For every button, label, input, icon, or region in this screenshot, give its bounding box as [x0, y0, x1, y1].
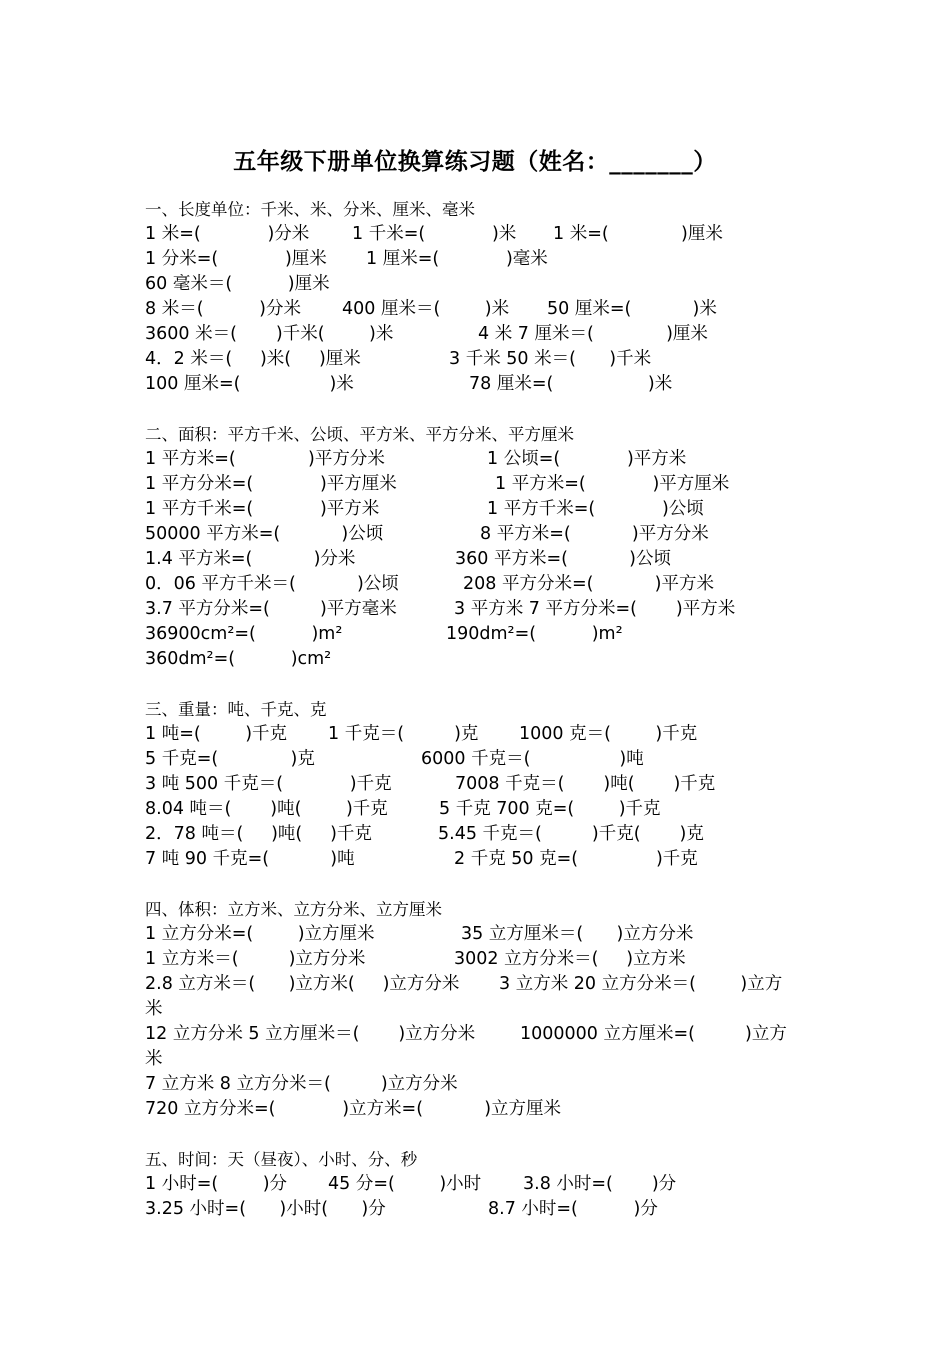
exercise-item: 1 千克＝( )克	[328, 724, 479, 744]
section-heading-length: 一、长度单位：千米、米、分米、厘米、毫米	[145, 200, 475, 219]
exercise-line	[145, 647, 815, 672]
exercise-item: 3002 立方分米＝( )立方米	[454, 949, 686, 969]
exercise-item: 7 立方米 8 立方分米＝( )立方分米	[145, 1074, 458, 1094]
exercise-item: 7008 千克＝( )吨( )千克	[455, 774, 716, 794]
exercise-line	[145, 447, 815, 472]
exercise-item: 2.8 立方米＝( )立方米( )立方分米	[145, 974, 460, 994]
exercise-item: 45 分=( )小时	[328, 1174, 482, 1194]
exercise-item: 1 吨=( )千克	[145, 724, 288, 744]
exercise-item: 1000000 立方厘米=( )立方	[520, 1024, 787, 1044]
exercise-item: 1.4 平方米=( )分米	[145, 549, 356, 569]
exercise-item: 5 千克=( )克	[145, 749, 315, 769]
exercise-line	[145, 222, 815, 247]
exercise-item: 3.25 小时=( )小时( )分	[145, 1199, 386, 1219]
exercise-line	[145, 522, 815, 547]
exercise-item: 36900cm²=( )m²	[145, 624, 343, 644]
exercise-item: 50000 平方米=( )公顷	[145, 524, 384, 544]
exercise-line	[145, 1097, 815, 1122]
section-heading-area: 二、面积：平方千米、公顷、平方米、平方分米、平方厘米	[145, 425, 574, 444]
exercise-item: 8.04 吨＝( )吨( )千克	[145, 799, 388, 819]
exercise-item: 60 毫米＝( )厘米	[145, 274, 330, 294]
exercise-item: 3.7 平方分米=( )平方毫米	[145, 599, 397, 619]
exercise-line	[145, 272, 815, 297]
exercise-item: 360 平方米=( )公顷	[455, 549, 671, 569]
exercise-item: 100 厘米=( )米	[145, 374, 354, 394]
exercise-line	[145, 1022, 815, 1047]
exercise-item: 米	[145, 1049, 163, 1069]
exercise-item: 3 千米 50 米＝( )千米	[449, 349, 652, 369]
exercise-item: 1 平方分米=( )平方厘米	[145, 474, 397, 494]
exercise-line	[145, 822, 815, 847]
exercise-item: 4 米 7 厘米＝( )厘米	[478, 324, 708, 344]
exercise-line	[145, 472, 815, 497]
exercise-item: 35 立方厘米＝( )立方分米	[461, 924, 694, 944]
exercise-line	[145, 997, 815, 1022]
exercise-item: 190dm²=( )m²	[446, 624, 623, 644]
exercise-item: 12 立方分米 5 立方厘米＝( )立方分米	[145, 1024, 476, 1044]
exercise-item: 4．2 米＝( )米( )厘米	[145, 349, 361, 369]
exercise-line	[145, 597, 815, 622]
exercise-line	[145, 497, 815, 522]
exercise-item: 400 厘米＝( )米	[342, 299, 510, 319]
exercise-line	[145, 1047, 815, 1072]
exercise-line	[145, 747, 815, 772]
section-heading-time: 五、时间：天（昼夜）、小时、分、秒	[145, 1150, 418, 1169]
exercise-item: 5 千克 700 克=( )千克	[439, 799, 661, 819]
exercise-line	[145, 547, 815, 572]
exercise-item: 78 厘米=( )米	[469, 374, 673, 394]
spacer	[145, 672, 815, 697]
exercise-line	[145, 722, 815, 747]
exercise-item: 1000 克＝( )千克	[519, 724, 698, 744]
exercise-line	[145, 972, 815, 997]
exercise-item: 1 小时=( )分	[145, 1174, 288, 1194]
exercise-item: 1 千米=( )米	[352, 224, 517, 244]
exercise-item: 1 立方分米=( )立方厘米	[145, 924, 375, 944]
exercise-item: 720 立方分米=( )立方米=( )立方厘米	[145, 1099, 562, 1119]
exercise-item: 0．06 平方千米＝( )公顷	[145, 574, 399, 594]
exercise-line	[145, 847, 815, 872]
exercise-item: 6000 千克＝( )吨	[421, 749, 644, 769]
exercise-item: 1 平方千米=( )平方米	[145, 499, 380, 519]
exercise-line	[145, 1172, 815, 1197]
exercise-item: 1 立方米＝( )立方分米	[145, 949, 366, 969]
spacer	[145, 397, 815, 422]
exercise-line	[145, 322, 815, 347]
exercise-line	[145, 797, 815, 822]
exercise-line	[145, 1072, 815, 1097]
exercise-item: 1 厘米=( )毫米	[366, 249, 548, 269]
exercise-item: 208 平方分米=( )平方米	[463, 574, 714, 594]
exercise-line	[145, 1197, 815, 1222]
section-heading-weight: 三、重量：吨、千克、克	[145, 700, 327, 719]
exercise-item: 米	[145, 999, 163, 1019]
exercise-item: 8 米＝( )分米	[145, 299, 301, 319]
worksheet-content	[145, 197, 815, 1222]
exercise-item: 1 米=( )分米	[145, 224, 310, 244]
exercise-line	[145, 922, 815, 947]
exercise-item: 1 平方米=( )平方分米	[145, 449, 385, 469]
exercise-item: 3 平方米 7 平方分米=( )平方米	[454, 599, 736, 619]
exercise-item: 1 平方米=( )平方厘米	[495, 474, 730, 494]
exercise-item: 1 分米=( )厘米	[145, 249, 327, 269]
exercise-item: 360dm²=( )cm²	[145, 649, 332, 669]
spacer	[145, 1122, 815, 1147]
exercise-item: 50 厘米=( )米	[547, 299, 717, 319]
exercise-item: 3.8 小时=( )分	[523, 1174, 677, 1194]
exercise-line	[145, 247, 815, 272]
exercise-item: 1 米=( )厘米	[553, 224, 723, 244]
spacer	[145, 872, 815, 897]
exercise-line	[145, 372, 815, 397]
exercise-item: 8.7 小时=( )分	[488, 1199, 658, 1219]
exercise-item: 8 平方米=( )平方分米	[480, 524, 709, 544]
exercise-item: 5.45 千克＝( )千克( )克	[438, 824, 704, 844]
exercise-item: 2 千克 50 克=( )千克	[454, 849, 698, 869]
exercise-line	[145, 297, 815, 322]
exercise-line	[145, 347, 815, 372]
exercise-item: 7 吨 90 千克=( )吨	[145, 849, 355, 869]
exercise-line	[145, 947, 815, 972]
exercise-item: 3 吨 500 千克＝( )千克	[145, 774, 392, 794]
exercise-item: 1 平方千米=( )公顷	[487, 499, 704, 519]
exercise-item: 3 立方米 20 立方分米＝( )立方	[499, 974, 783, 994]
exercise-line	[145, 622, 815, 647]
worksheet-title: 五年级下册单位换算练习题（姓名：_______）	[233, 149, 717, 175]
section-heading-volume: 四、体积：立方米、立方分米、立方厘米	[145, 900, 442, 919]
exercise-item: 2．78 吨＝( )吨( )千克	[145, 824, 372, 844]
exercise-line	[145, 772, 815, 797]
exercise-line	[145, 572, 815, 597]
exercise-item: 1 公顷=( )平方米	[487, 449, 687, 469]
exercise-item: 3600 米＝( )千米( )米	[145, 324, 394, 344]
